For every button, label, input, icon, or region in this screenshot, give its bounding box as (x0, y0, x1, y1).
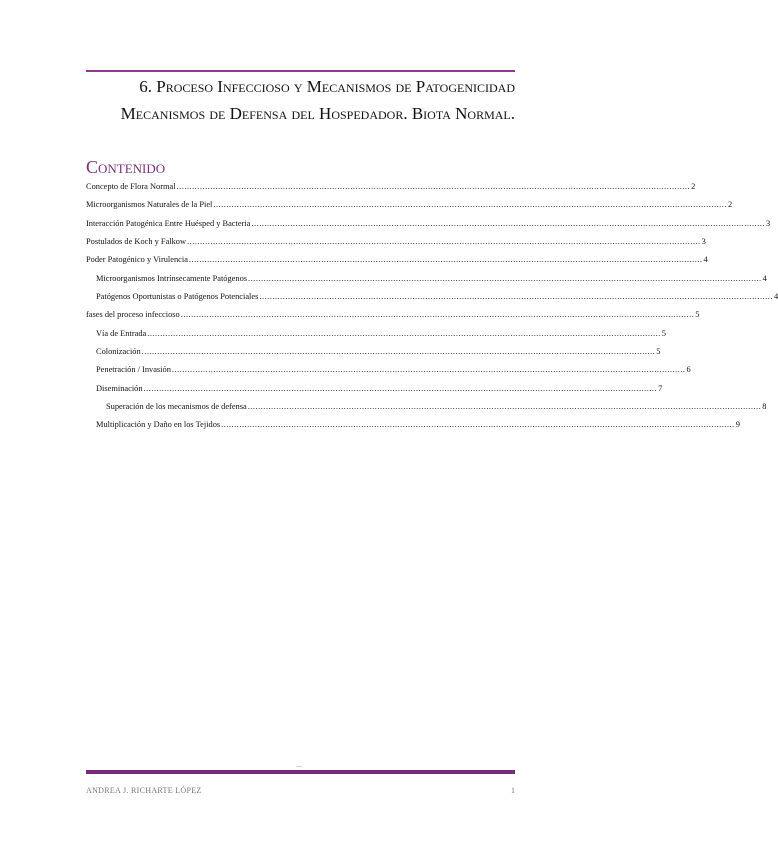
page-title-line-1: 6. Proceso Infeccioso y Mecanismos de Patogenicidad (139, 77, 515, 96)
toc-entry-page: 5 (656, 347, 661, 357)
toc-entry-text: Concepto de Flora Normal (86, 182, 176, 191)
toc-leader: ...................................................................................................................................................................................................... (247, 402, 762, 412)
toc-leader: ...................................................................................................................................................................................................... (147, 328, 661, 338)
toc-entry-text: Patógenos Oportunistas o Patógenos Potenciales (96, 292, 259, 302)
footer-mark: --- (296, 764, 302, 770)
toc-leader: ...................................................................................................................................................................................................... (141, 347, 656, 357)
toc-entry[interactable] (86, 420, 740, 438)
toc-entry[interactable] (86, 255, 708, 273)
toc-leader: ...................................................................................................................................................................................................... (259, 292, 773, 302)
toc-entry-text: Postulados de Koch y Falkow (86, 237, 187, 247)
footer-rule (86, 770, 515, 774)
toc-entry[interactable] (86, 383, 663, 402)
toc-leader: ...................................................................................................................................................................................................... (213, 200, 727, 210)
toc-entry-page: 3 (765, 218, 771, 228)
toc-entry-page: 8 (762, 402, 767, 412)
toc-leader: ...................................................................................................................................................................................................... (188, 255, 703, 265)
toc-entry-page: 5 (695, 310, 700, 320)
toc-entry-text: Microorganismos Intrínsecamente Patógenos (96, 273, 248, 283)
toc-entry-text: fases del proceso infeccioso (86, 310, 180, 320)
toc-leader: ...................................................................................................................................................................................................... (176, 182, 691, 191)
toc-leader: ...................................................................................................................................................................................................... (171, 365, 686, 375)
toc-entry[interactable] (86, 328, 666, 347)
footer-page-number: 1 (511, 786, 515, 795)
toc-entry-page: 4 (762, 273, 767, 283)
toc-entry-page: 5 (661, 328, 666, 338)
toc-entry[interactable] (86, 273, 767, 292)
toc-leader: ...................................................................................................................................................................................................... (180, 310, 695, 320)
table-of-contents (86, 182, 778, 439)
footer-author: ANDREA J. RICHARTE LÓPEZ (86, 786, 202, 795)
toc-entry[interactable] (86, 218, 771, 237)
toc-entry-text: Penetración / Invasión (96, 365, 171, 375)
toc-entry-page: 4 (703, 255, 708, 265)
toc-heading: Contenido (86, 157, 166, 177)
toc-entry[interactable] (86, 182, 696, 200)
toc-entry[interactable] (86, 237, 706, 255)
toc-entry[interactable] (86, 310, 700, 328)
toc-entry-text: Diseminación (96, 383, 143, 393)
toc-leader: ...................................................................................................................................................................................................... (251, 218, 765, 228)
page-title-line-2: Mecanismos de Defensa del Hospedador. Biota Normal. (120, 104, 515, 123)
toc-entry-text: Microorganismos Naturales de la Piel (86, 200, 213, 210)
toc-entry-text: Colonización (96, 347, 141, 357)
toc-leader: ...................................................................................................................................................................................................... (248, 273, 762, 283)
toc-entry-page: 2 (727, 200, 733, 210)
toc-leader: ...................................................................................................................................................................................................... (143, 383, 658, 393)
header-rule (86, 70, 515, 72)
toc-entry[interactable] (86, 365, 691, 383)
toc-leader: ...................................................................................................................................................................................................... (187, 237, 701, 247)
toc-entry-text: Poder Patogénico y Virulencia (86, 255, 188, 265)
toc-entry-page: 4 (773, 292, 778, 302)
toc-entry[interactable] (86, 402, 767, 420)
toc-entry-text: Multiplicación y Daño en los Tejidos (96, 420, 221, 430)
toc-entry-text: Vía de Entrada (96, 328, 147, 338)
toc-entry-text: Superación de los mecanismos de defensa (106, 402, 247, 412)
toc-entry-page: 7 (658, 383, 663, 393)
toc-entry-page: 3 (701, 237, 706, 247)
toc-entry-page: 9 (735, 420, 740, 430)
toc-entry[interactable] (86, 292, 778, 310)
toc-leader: ...................................................................................................................................................................................................... (221, 420, 735, 430)
toc-entry[interactable] (86, 347, 661, 365)
toc-entry-text: Interacción Patogénica Entre Huésped y Bacteria (86, 218, 251, 228)
toc-entry[interactable] (86, 200, 733, 218)
toc-entry-page: 2 (691, 182, 696, 191)
toc-entry-page: 6 (686, 365, 691, 375)
